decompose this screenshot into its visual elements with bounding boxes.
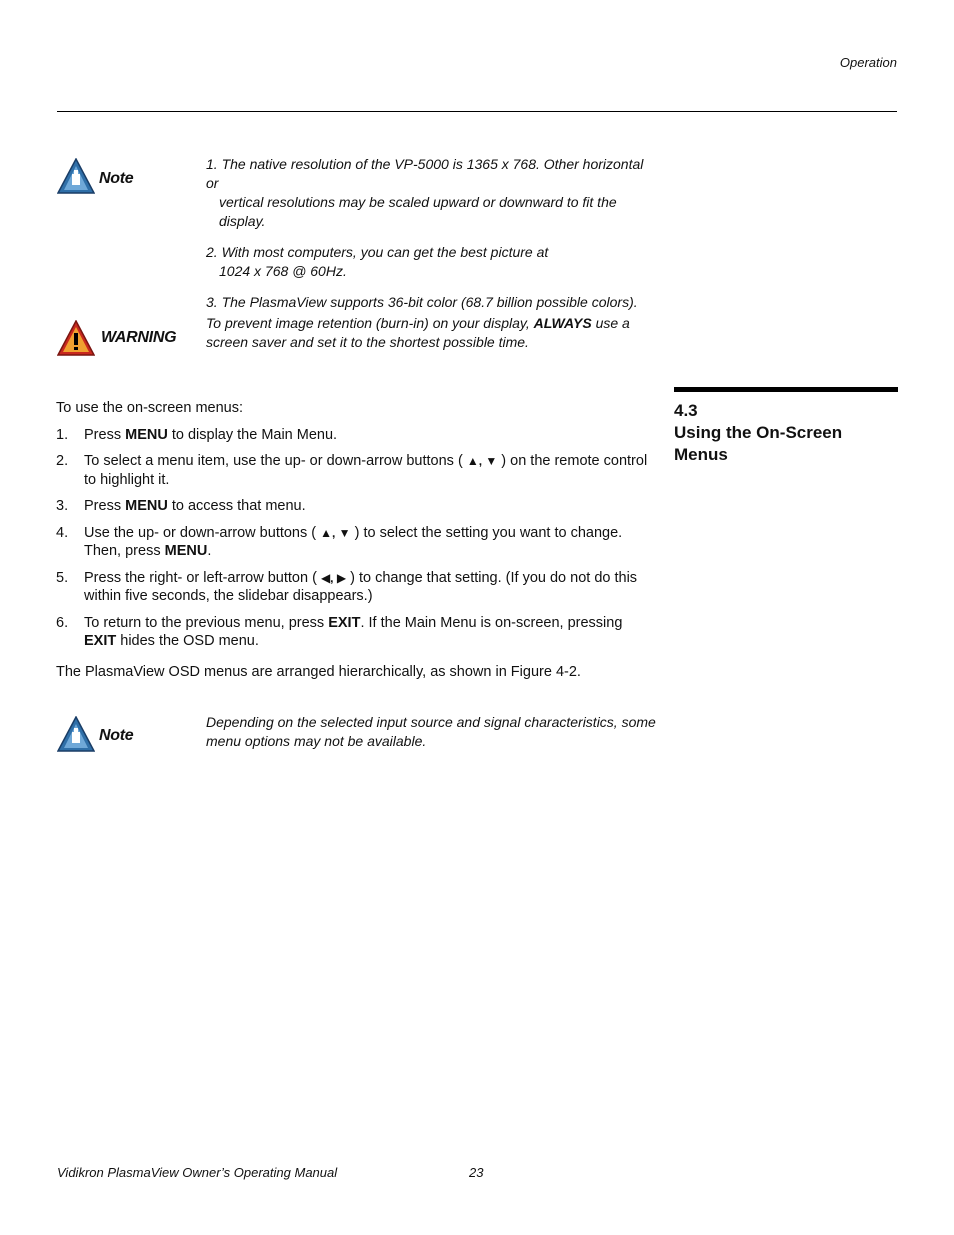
warning-block xyxy=(57,320,177,361)
note-item-3: 3. The PlasmaView supports 36-bit color (68.7 billion possible colors). xyxy=(206,294,638,310)
note-label: Note xyxy=(99,170,134,187)
note-icon xyxy=(57,716,95,752)
section-rule xyxy=(674,387,898,392)
list-item: 6. To return to the previous menu, press EXIT. If the Main Menu is on-screen, pressing EXIT hides the OSD menu. xyxy=(56,614,623,649)
left-right-arrow-icons: ◀, ▶ xyxy=(320,570,347,585)
list-item: 2. To select a menu item, use the up- or down-arrow buttons ( ▲, ▼ ) on the remote control to highlight it. xyxy=(56,453,648,488)
up-down-arrow-icons: ▲, ▼ xyxy=(320,525,351,540)
list-item: 3. Press MENU to access that menu. xyxy=(56,498,306,514)
note-1-text xyxy=(206,155,656,324)
list-item: 5. Press the right- or left-arrow button ( ◀, ▶ ) to change that setting. (If you do not do this within five seconds, the slidebar disappears.) xyxy=(56,569,638,604)
footer-title: Vidikron PlasmaView Owner’s Operating Manual xyxy=(57,1165,338,1180)
section-number: 4.3 xyxy=(674,401,698,420)
note-block-1 xyxy=(57,158,134,199)
warning-text: To prevent image retention (burn-in) on your display, ALWAYS use a screen saver and set it to the shortest possible time. xyxy=(206,315,630,350)
summary-text: The PlasmaView OSD menus are arranged hierarchically, as shown in Figure 4-2. xyxy=(56,663,581,680)
note-icon xyxy=(57,158,95,194)
note-block-2 xyxy=(57,716,134,757)
section-title: Using the On-Screen Menus xyxy=(674,423,843,464)
body-text xyxy=(56,399,656,689)
warning-icon xyxy=(57,320,95,356)
note-2-text: Depending on the selected input source and signal characteristics, some menu options may not be available. xyxy=(206,714,656,749)
steps-list xyxy=(56,426,656,651)
running-header: Operation xyxy=(839,55,897,70)
list-item: 4. Use the up- or down-arrow buttons ( ▲, ▼ ) to select the setting you want to change. Then, press MENU. xyxy=(56,524,623,559)
section-heading xyxy=(674,400,894,466)
warning-label: WARNING xyxy=(101,329,177,346)
list-item: 1. Press MENU to display the Main Menu. xyxy=(56,426,338,443)
header-rule xyxy=(57,111,897,112)
note-label: Note xyxy=(99,727,134,744)
intro-text: To use the on-screen menus: xyxy=(56,400,243,416)
note-item-2: 2. With most computers, you can get the best picture at 1024 x 768 @ 60Hz. xyxy=(206,244,549,279)
up-down-arrow-icons: ▲, ▼ xyxy=(466,454,498,468)
note-item-1: 1. The native resolution of the VP-5000 is 1365 x 768. Other horizontal or vertical resolutions may be scaled upward or downward to fit the display. xyxy=(206,156,644,229)
page-number: 23 xyxy=(469,1165,484,1180)
